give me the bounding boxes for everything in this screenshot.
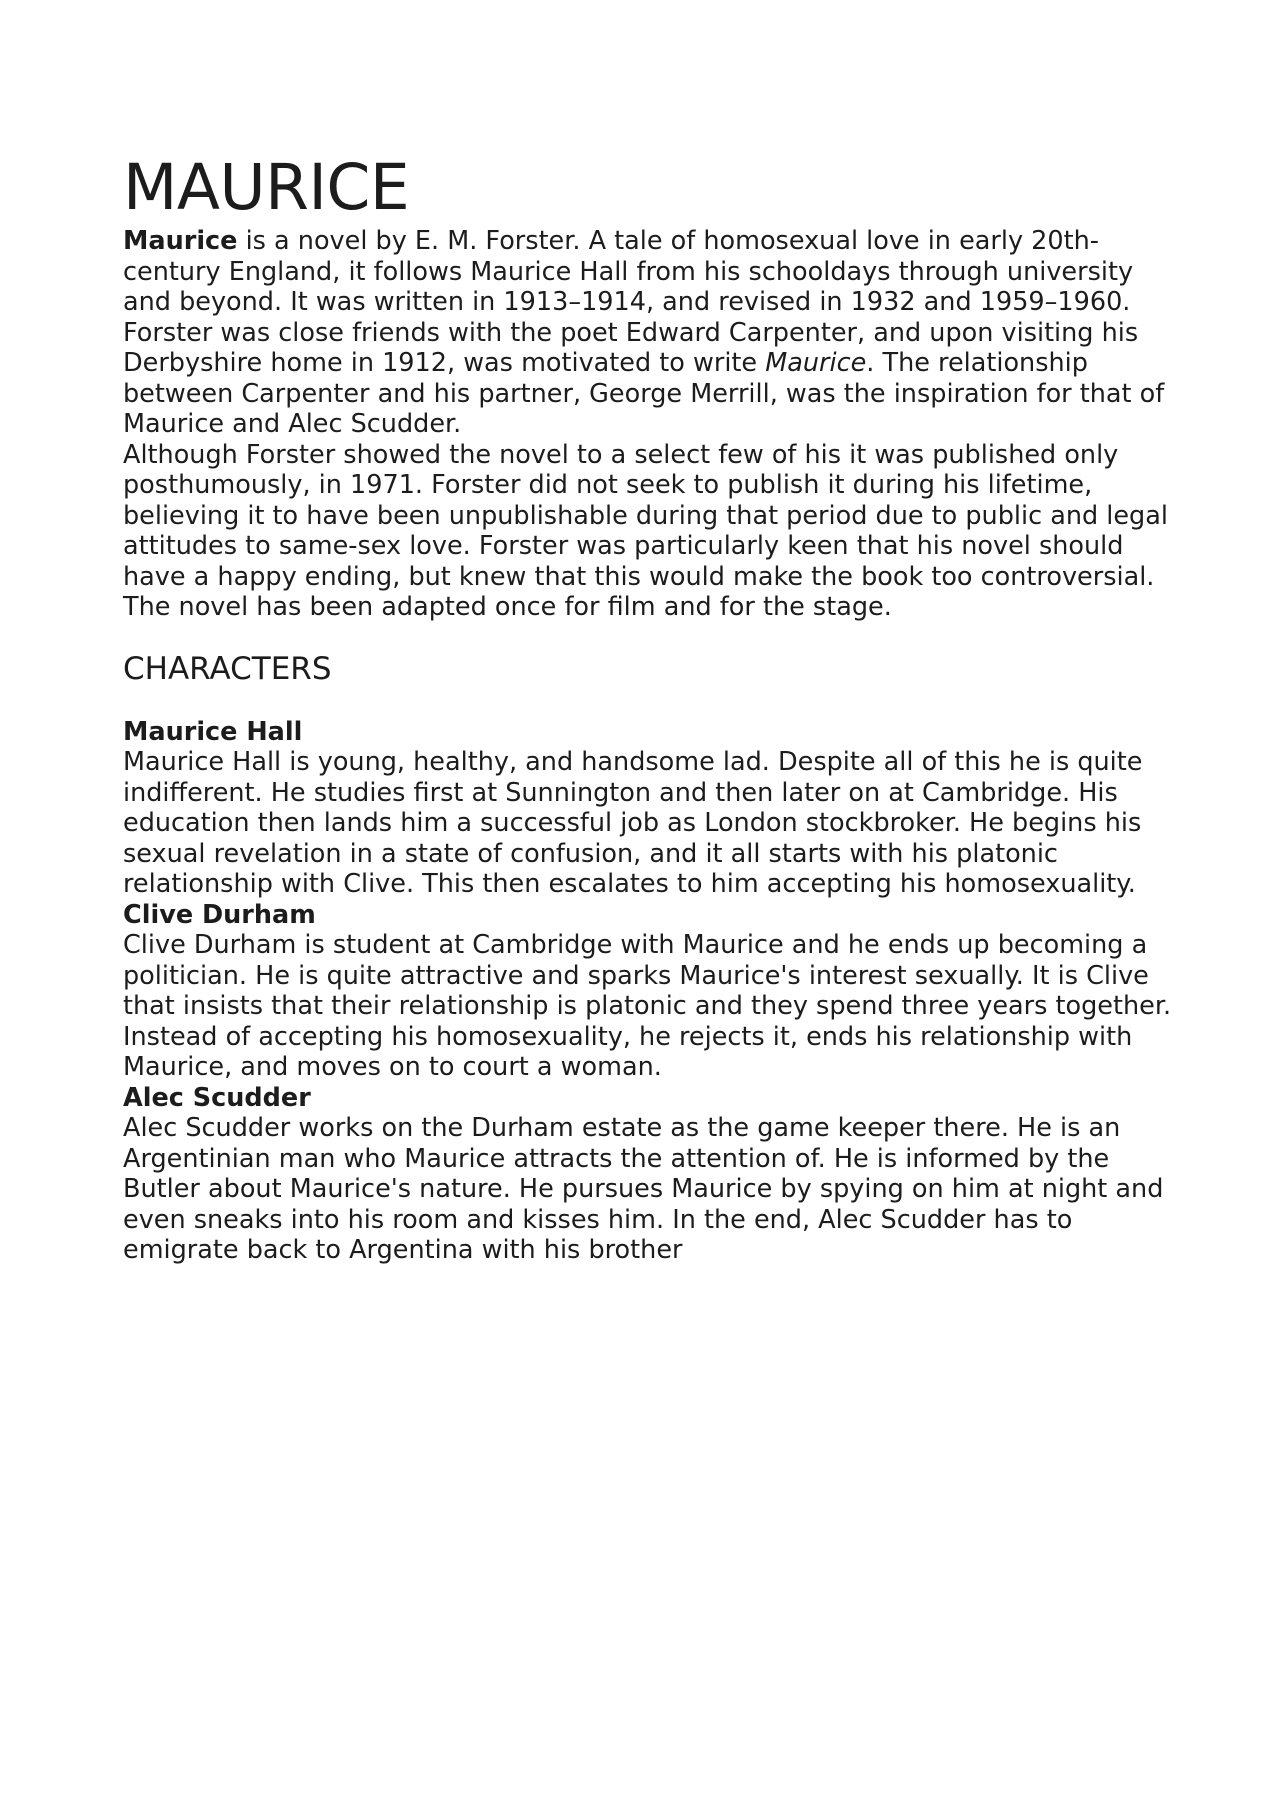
intro-paragraph <box>123 226 1183 440</box>
document-title: MAURICE <box>123 151 410 224</box>
intro-italic-title: Maurice <box>765 348 867 378</box>
character-entry-clive-durham <box>123 900 1183 1083</box>
character-name: Maurice Hall <box>123 716 303 747</box>
character-description: Alec Scudder works on the Durham estate as the game keeper there. He is an Argentinian man who Maurice attracts the attention of. He is informed by the Butler about Maurice's nature. He pursues Maurice by spying on him at night and even sneaks into his room and kisses him. In the end, Alec Scudder has to emigrate back to Argentina with his brother <box>123 1113 1164 1265</box>
intro-bold-lead: Maurice <box>123 226 238 256</box>
character-description: Maurice Hall is young, healthy, and handsome lad. Despite all of this he is quite indifferent. He studies first at Sunnington and then later on at Cambridge. His education then lands him a successful job as London stockbroker. He begins his sexual revelation in a state of confusion, and it all starts with his platonic relationship with Clive. This then escalates to him accepting his homosexuality. <box>123 747 1143 899</box>
characters-heading: CHARACTERS <box>123 650 332 687</box>
character-name: Alec Scudder <box>123 1082 311 1113</box>
document-page <box>123 150 1183 1266</box>
publication-paragraph: Although Forster showed the novel to a select few of his it was published only posthumously, in 1971. Forster did not seek to publish it during his lifetime, believing it to have been unpublishable during that period due to public and legal attitudes to same-sex love. Forster was particularly keen that his novel should have a happy ending, but knew that this would make the book too controversial. The novel has been adapted once for film and for the stage. <box>123 439 1168 622</box>
intro-text-a: is a novel by E. M. Forster. A tale of homosexual love in early 20th-century England, it follows Maurice Hall from his schooldays through university and beyond. It was written in 1913–1914, and revised in 1932 and 1959–1960. Forster was close friends with the poet Edward Carpenter, and upon visiting his Derbyshire home in 1912, was motivated to write <box>123 226 1139 378</box>
character-description: Clive Durham is student at Cambridge with Maurice and he ends up becoming a politician. He is quite attractive and sparks Maurice's interest sexually. It is Clive that insists that their relationship is platonic and they spend three years together. Instead of accepting his homosexuality, he rejects it, ends his relationship with Maurice, and moves on to court a woman. <box>123 930 1172 1082</box>
intro-text-b: . The relationship between Carpenter and his partner, George Merrill, was the inspiration for that of Maurice and Alec Scudder. <box>123 348 1165 439</box>
character-name: Clive Durham <box>123 899 316 930</box>
character-entry-alec-scudder <box>123 1083 1183 1266</box>
character-entry-maurice-hall <box>123 717 1183 900</box>
